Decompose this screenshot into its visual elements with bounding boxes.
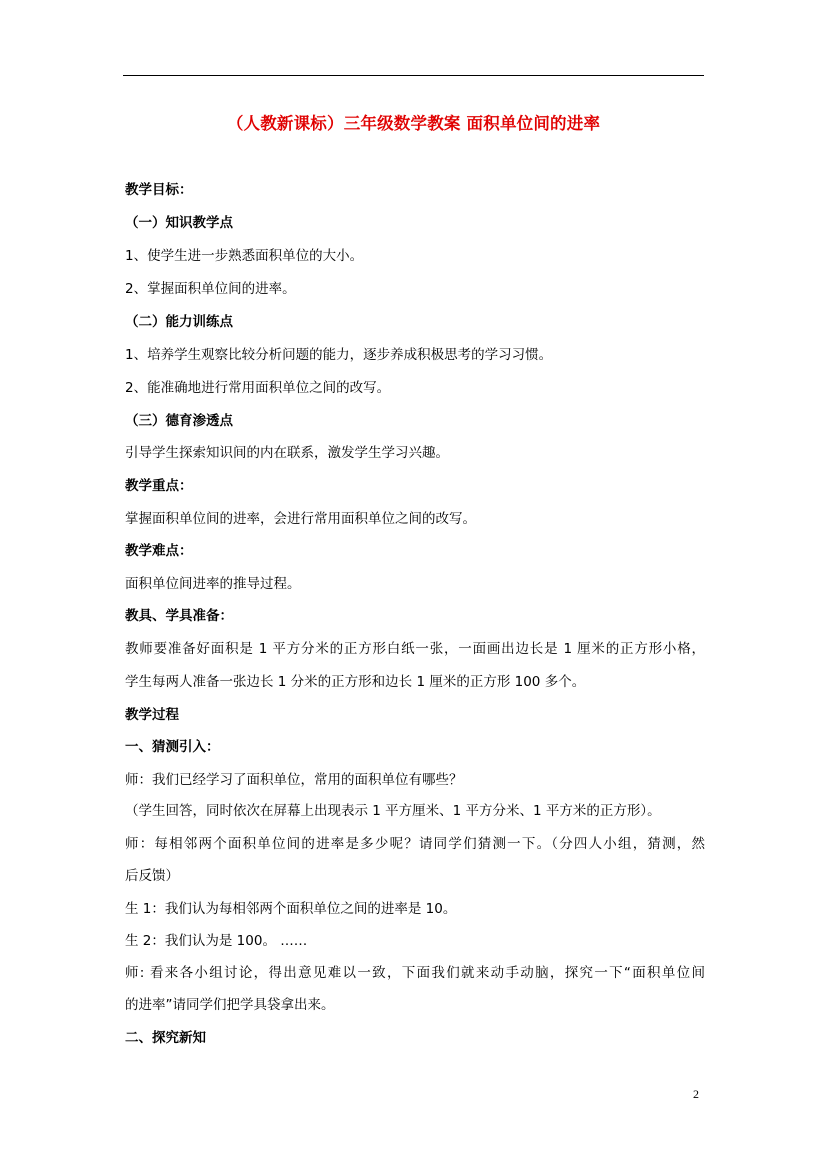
body-text-line: 1、使学生进一步熟悉面积单位的大小。 bbox=[125, 248, 364, 264]
body-text-line: 师：我们已经学习了面积单位，常用的面积单位有哪些？ bbox=[125, 772, 463, 788]
section-heading: 教学过程 bbox=[125, 707, 179, 723]
body-text-line: 2、能准确地进行常用面积单位之间的改写。 bbox=[125, 380, 391, 396]
document-title: （人教新课标）三年级数学教案 面积单位间的进率 bbox=[226, 114, 601, 133]
section-heading: 二、探究新知 bbox=[125, 1030, 206, 1046]
body-text-line: 生 2：我们认为是 100。 …… bbox=[125, 933, 308, 949]
body-text-line: 掌握面积单位间的进率，会进行常用面积单位之间的改写。 bbox=[125, 511, 476, 527]
body-text-line: 教师要准备好面积是 1 平方分米的正方形白纸一张，一面画出边长是 1 厘米的正方形小格， bbox=[125, 641, 705, 657]
body-text-line: 师: 看来各小组讨论，得出意见难以一致，下面我们就来动手动脑，探究一下“面积单位间 bbox=[125, 965, 705, 981]
body-text-line: 后反馈） bbox=[125, 868, 179, 884]
section-heading: （一）知识教学点 bbox=[125, 215, 233, 231]
section-heading: 一、猜测引入： bbox=[125, 739, 220, 755]
body-text-line: 1、培养学生观察比较分析问题的能力，逐步养成积极思考的学习习惯。 bbox=[125, 347, 553, 363]
body-text-line: （学生回答，同时依次在屏幕上出现表示 1 平方厘米、1 平方分米、1 平方米的正方形）。 bbox=[125, 803, 661, 819]
body-text-line: 学生每两人准备一张边长 1 分米的正方形和边长 1 厘米的正方形 100 多个。 bbox=[125, 674, 586, 690]
page-number: 2 bbox=[693, 1087, 699, 1101]
section-heading: 教学难点： bbox=[125, 543, 193, 559]
section-heading: （二）能力训练点 bbox=[125, 314, 233, 330]
body-text-line: 2、掌握面积单位间的进率。 bbox=[125, 281, 296, 297]
section-heading: 教学重点： bbox=[125, 478, 193, 494]
body-text-line: 面积单位间进率的推导过程。 bbox=[125, 576, 301, 592]
section-heading: 教学目标： bbox=[125, 182, 193, 198]
body-text-line: 师：每相邻两个面积单位间的进率是多少呢？请同学们猜测一下。（分四人小组，猜测，然 bbox=[125, 836, 705, 852]
body-text-line: 引导学生探索知识间的内在联系，激发学生学习兴趣。 bbox=[125, 445, 449, 461]
body-text-line: 的进率”请同学们把学具袋拿出来。 bbox=[125, 997, 335, 1013]
section-heading: （三）德育渗透点 bbox=[125, 413, 233, 429]
section-heading: 教具、学具准备： bbox=[125, 608, 233, 624]
body-text-line: 生 1：我们认为每相邻两个面积单位之间的进率是 10。 bbox=[125, 901, 457, 917]
header-rule bbox=[123, 75, 704, 76]
